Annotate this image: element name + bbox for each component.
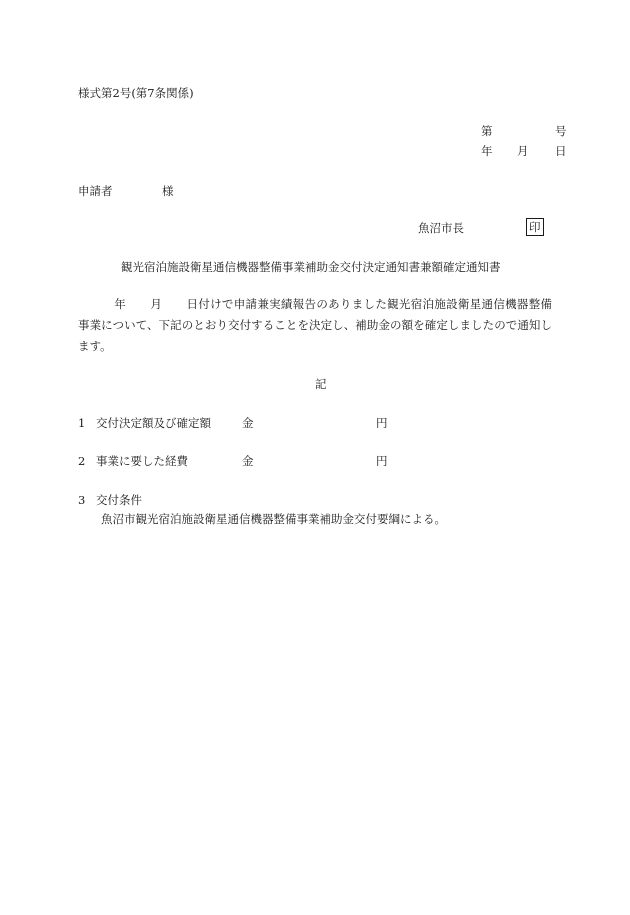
addressee-sama: 様 [162,184,174,198]
item-2-label: 事業に要した経費 [96,454,188,468]
item-2-yen: 円 [376,454,388,468]
item-2-number: 2 [78,454,86,468]
body-paragraph [78,294,552,357]
ref-go: 号 [555,124,567,138]
item-2-kin: 金 [242,454,254,468]
item-3-number: 3 [78,493,86,507]
issuer-name: 魚沼市長 [418,221,464,235]
issuer-seal [526,218,544,236]
item-1-kin: 金 [242,416,254,430]
document-title: 観光宿泊施設衛星通信機器整備事業補助金交付決定通知書兼額確定通知書 [121,260,501,274]
conditions-text: 魚沼市観光宿泊施設衛星通信機器整備事業補助金交付要綱による。 [101,512,446,526]
body-year: 年 [114,297,127,311]
ki-heading: 記 [315,377,327,391]
date-month: 月 [517,144,529,158]
body-month: 月 [150,297,163,311]
item-1-label: 交付決定額及び確定額 [96,416,211,430]
addressee-label: 申請者 [78,184,113,198]
ref-dai: 第 [481,124,493,138]
form-number: 様式第2号(第7条関係) [78,86,194,100]
item-3-label: 交付条件 [96,493,142,507]
item-1-yen: 円 [376,416,388,430]
seal-mark: 印 [526,218,544,236]
date-year: 年 [481,144,493,158]
item-1-number: 1 [78,416,86,430]
body-text: 日付けで申請兼実績報告のありました観光宿泊施設衛星通信機器整備事業について、下記のとおり交付することを決定し、補助金の額を確定しましたので通知します。 [78,297,553,353]
date-day: 日 [555,144,567,158]
